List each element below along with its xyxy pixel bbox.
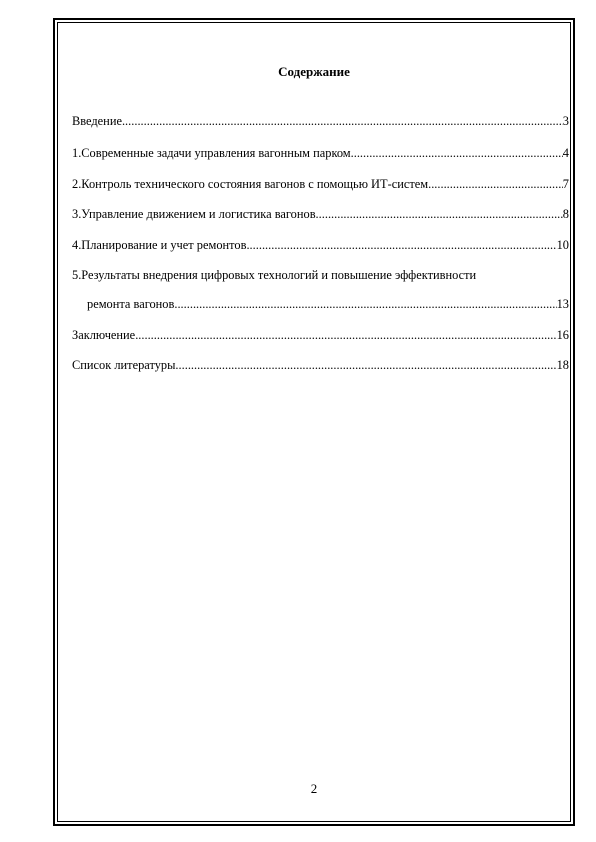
toc-leader-dots bbox=[174, 296, 556, 312]
toc-entry-page: 18 bbox=[556, 358, 569, 372]
toc-entry-label: Список литературы bbox=[72, 358, 176, 372]
toc-leader-dots bbox=[122, 113, 563, 129]
toc-entry-section-5-line1: 5.Результаты внедрения цифровых технологий и повышение эффективности bbox=[72, 268, 477, 282]
toc-entry-conclusion bbox=[72, 327, 569, 343]
toc-entry-page: 16 bbox=[556, 328, 569, 342]
toc-entry-section-4 bbox=[72, 237, 569, 253]
toc-entry-introduction bbox=[72, 113, 569, 129]
toc-leader-dots bbox=[316, 206, 563, 222]
toc-entry-page: 7 bbox=[562, 177, 569, 191]
toc-entry-label: 3.Управление движением и логистика вагонов bbox=[72, 207, 316, 221]
page-number: 2 bbox=[310, 781, 318, 796]
toc-entry-label: 4.Планирование и учет ремонтов bbox=[72, 238, 247, 252]
toc-entry-label: Заключение bbox=[72, 328, 136, 342]
toc-entry-section-5 bbox=[87, 296, 569, 312]
toc-entry-section-1 bbox=[72, 145, 569, 161]
toc-entry-page: 3 bbox=[562, 114, 569, 128]
toc-entry-label: 1.Современные задачи управления вагонным парком bbox=[72, 146, 351, 160]
toc-entry-label: ремонта вагонов bbox=[87, 297, 175, 311]
page-border-inner bbox=[57, 22, 571, 822]
toc-entry-page: 4 bbox=[562, 146, 569, 160]
toc-entry-label: Введение bbox=[72, 114, 122, 128]
toc-entry-references bbox=[72, 357, 569, 373]
toc-leader-dots bbox=[246, 237, 556, 253]
toc-entry-page: 13 bbox=[556, 297, 569, 311]
toc-entry-page: 10 bbox=[556, 238, 569, 252]
toc-leader-dots bbox=[135, 327, 556, 343]
toc-entry-page: 8 bbox=[562, 207, 569, 221]
page-title: Содержание bbox=[278, 64, 350, 79]
toc-entry-section-3 bbox=[72, 206, 569, 222]
toc-leader-dots bbox=[175, 357, 556, 373]
toc-entry-section-2 bbox=[72, 176, 569, 192]
toc-leader-dots bbox=[428, 176, 563, 192]
toc-leader-dots bbox=[351, 145, 563, 161]
toc-entry-label: 2.Контроль технического состояния вагонов с помощью ИТ-систем bbox=[72, 177, 429, 191]
